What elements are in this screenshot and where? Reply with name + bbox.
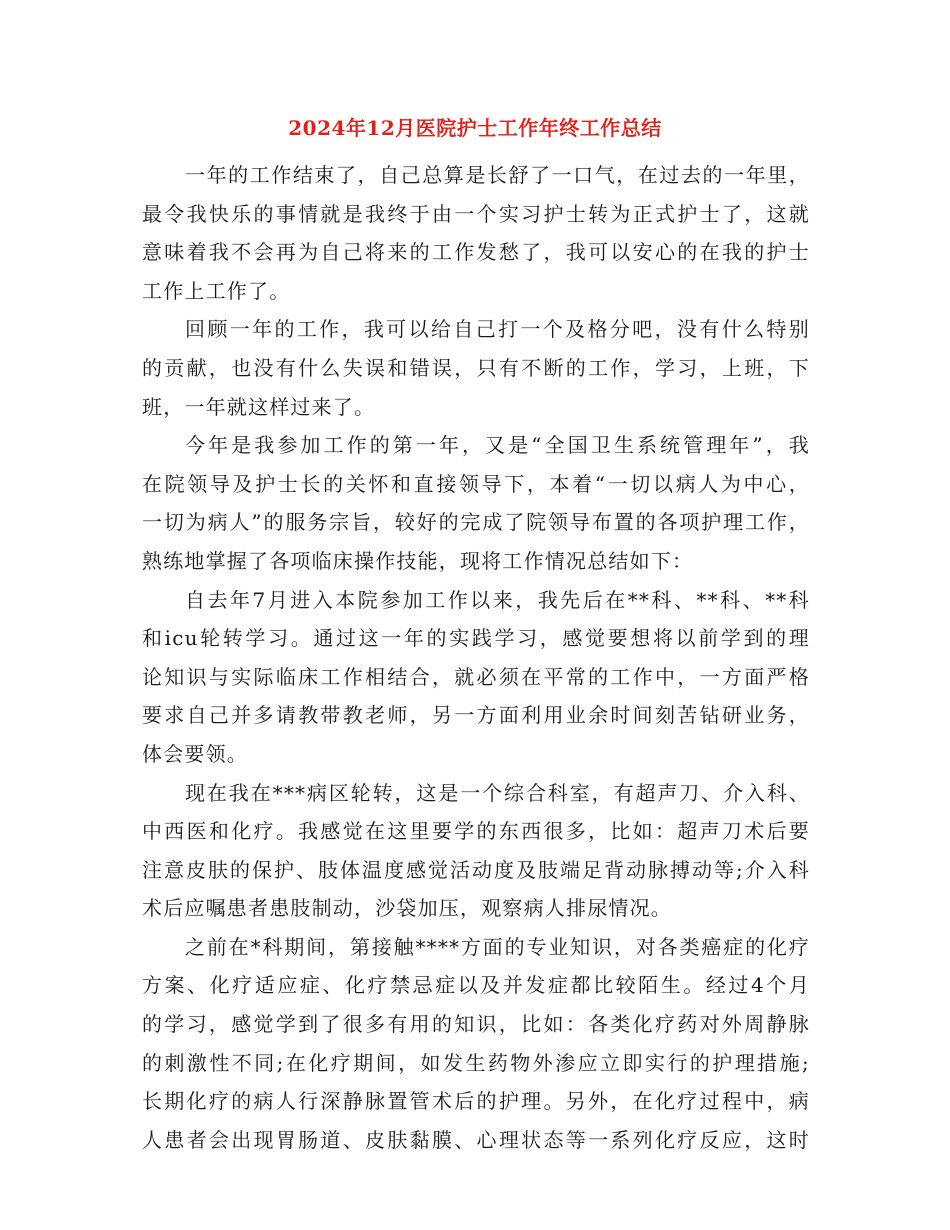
- paragraph: [142, 156, 810, 310]
- paragraph-line: 中西医和化疗。我感觉在这里要学的东西很多，比如：超声刀术后要: [142, 819, 810, 844]
- paragraph-line: 班，一年就这样过来了。: [142, 394, 376, 419]
- paragraph-line: 一切为病人”的服务宗旨，较好的完成了院领导布置的各项护理工作，: [142, 510, 810, 535]
- paragraph-line: 的学习，感觉学到了很多有用的知识，比如：各类化疗药对外周静脉: [142, 1012, 810, 1037]
- paragraph-line: 和icu轮转学习。通过这一年的实践学习，感觉要想将以前学到的理: [142, 626, 810, 651]
- paragraph: [142, 581, 810, 774]
- document-title: 2024年12月医院护士工作年终工作总结: [288, 116, 662, 140]
- paragraph-line: 一年的工作结束了，自己总算是长舒了一口气，在过去的一年里，: [185, 163, 810, 187]
- paragraph-line: 体会要领。: [142, 741, 248, 766]
- paragraph: [142, 310, 810, 426]
- paragraph-line: 回顾一年的工作，我可以给自己打一个及格分吧，没有什么特别: [185, 317, 810, 342]
- paragraph-line: 今年是我参加工作的第一年，又是“全国卫生系统管理年”，我: [185, 433, 810, 458]
- paragraph-line: 熟练地掌握了各项临床操作技能，现将工作情况总结如下：: [142, 548, 694, 573]
- paragraph-line: 自去年7月进入本院参加工作以来，我先后在**科、**科、**科: [185, 587, 810, 612]
- paragraph-line: 长期化疗的病人行深静脉置管术后的护理。另外，在化疗过程中，病: [142, 1089, 810, 1114]
- paragraph: [142, 928, 810, 1160]
- paragraph-line: 的刺激性不同;在化疗期间，如发生药物外渗应立即实行的护理措施;: [142, 1050, 810, 1075]
- paragraph-line: 之前在*科期间，第接触****方面的专业知识，对各类癌症的化疗: [185, 934, 810, 959]
- paragraph-line: 方案、化疗适应症、化疗禁忌症以及并发症都比较陌生。经过4个月: [142, 973, 810, 998]
- paragraph: [142, 426, 810, 580]
- paragraph-line: 人患者会出现胃肠道、皮肤黏膜、心理状态等一系列化疗反应，这时: [142, 1127, 810, 1152]
- paragraph-line: 的贡献，也没有什么失误和错误，只有不断的工作，学习，上班，下: [142, 355, 810, 380]
- paragraph-line: 在院领导及护士长的关怀和直接领导下，本着“一切以病人为中心，: [142, 471, 810, 496]
- paragraph-line: 意味着我不会再为自己将来的工作发愁了，我可以安心的在我的护士: [142, 240, 810, 265]
- paragraph-line: 论知识与实际临床工作相结合，就必须在平常的工作中，一方面严格: [142, 664, 810, 689]
- paragraph-line: 术后应嘱患者患肢制动，沙袋加压，观察病人排尿情况。: [142, 896, 672, 921]
- paragraph-line: 要求自己并多请教带教老师，另一方面利用业余时间刻苦钻研业务，: [142, 703, 810, 728]
- paragraph-line: 工作上工作了。: [142, 278, 291, 303]
- paragraph-line: 最令我快乐的事情就是我终于由一个实习护士转为正式护士了，这就: [142, 201, 810, 226]
- paragraph-line: 注意皮肤的保护、肢体温度感觉活动度及肢端足背动脉搏动等;介入科: [142, 857, 810, 882]
- document-body: [142, 156, 810, 1159]
- paragraph-line: 现在我在***病区轮转，这是一个综合科室，有超声刀、介入科、: [185, 780, 810, 805]
- paragraph: [142, 774, 810, 928]
